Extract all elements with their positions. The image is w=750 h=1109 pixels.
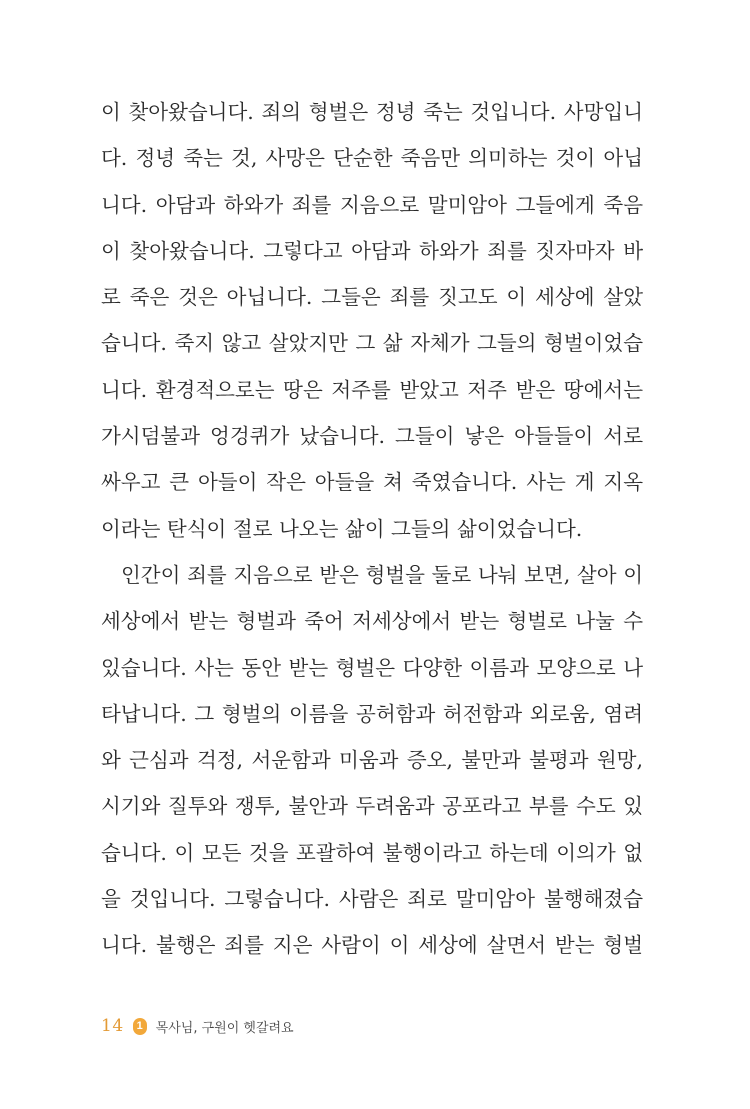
text-line: 이 찾아왔습니다. 그렇다고 아담과 하와가 죄를 짓자마자 바 xyxy=(101,238,643,263)
text-line: 싸우고 큰 아들이 작은 아들을 쳐 죽였습니다. 사는 게 지옥 xyxy=(101,470,643,495)
page-number: 14 xyxy=(101,1016,124,1036)
text-line: 습니다. 죽지 않고 살았지만 그 삶 자체가 그들의 형벌이었습 xyxy=(101,331,643,356)
text-line: 니다. 환경적으로는 땅은 저주를 받았고 저주 받은 땅에서는 xyxy=(101,377,643,402)
paragraph-start-line: 인간이 죄를 지음으로 받은 형벌을 둘로 나눠 보면, 살아 이 xyxy=(121,562,643,587)
text-line: 시기와 질투와 쟁투, 불안과 두려움과 공포라고 부를 수도 있 xyxy=(101,794,643,819)
page-footer xyxy=(101,1011,294,1041)
text-line: 습니다. 이 모든 것을 포괄하여 불행이라고 하는데 이의가 없 xyxy=(101,840,643,865)
text-line: 니다. 불행은 죄를 지은 사람이 이 세상에 살면서 받는 형벌 xyxy=(101,933,643,958)
book-title: 목사님, 구원이 헷갈려요 xyxy=(155,1020,294,1036)
text-line: 을 것입니다. 그렇습니다. 사람은 죄로 말미암아 불행해졌습 xyxy=(101,887,643,912)
body-text xyxy=(101,92,643,972)
text-line: 이 찾아왔습니다. 죄의 형벌은 정녕 죽는 것입니다. 사망입니 xyxy=(101,100,643,124)
text-line: 다. 정녕 죽는 것, 사망은 단순한 죽음만 의미하는 것이 아닙 xyxy=(101,146,643,171)
text-line: 이라는 탄식이 절로 나오는 삶이 그들의 삶이었습니다. xyxy=(101,516,583,541)
text-line: 와 근심과 걱정, 서운함과 미움과 증오, 불만과 불평과 원망, xyxy=(101,748,643,773)
text-line: 세상에서 받는 형벌과 죽어 저세상에서 받는 형벌로 나눌 수 xyxy=(101,609,643,634)
chapter-badge-icon: 1 xyxy=(133,1018,147,1035)
text-line: 로 죽은 것은 아닙니다. 그들은 죄를 짓고도 이 세상에 살았 xyxy=(101,285,643,310)
text-line: 있습니다. 사는 동안 받는 형벌은 다양한 이름과 모양으로 나 xyxy=(101,655,643,680)
text-line: 가시덤불과 엉겅퀴가 났습니다. 그들이 낳은 아들들이 서로 xyxy=(101,424,643,449)
text-line: 니다. 아담과 하와가 죄를 지음으로 말미암아 그들에게 죽음 xyxy=(101,192,643,217)
text-line: 타납니다. 그 형벌의 이름을 공허함과 허전함과 외로움, 염려 xyxy=(101,701,643,726)
